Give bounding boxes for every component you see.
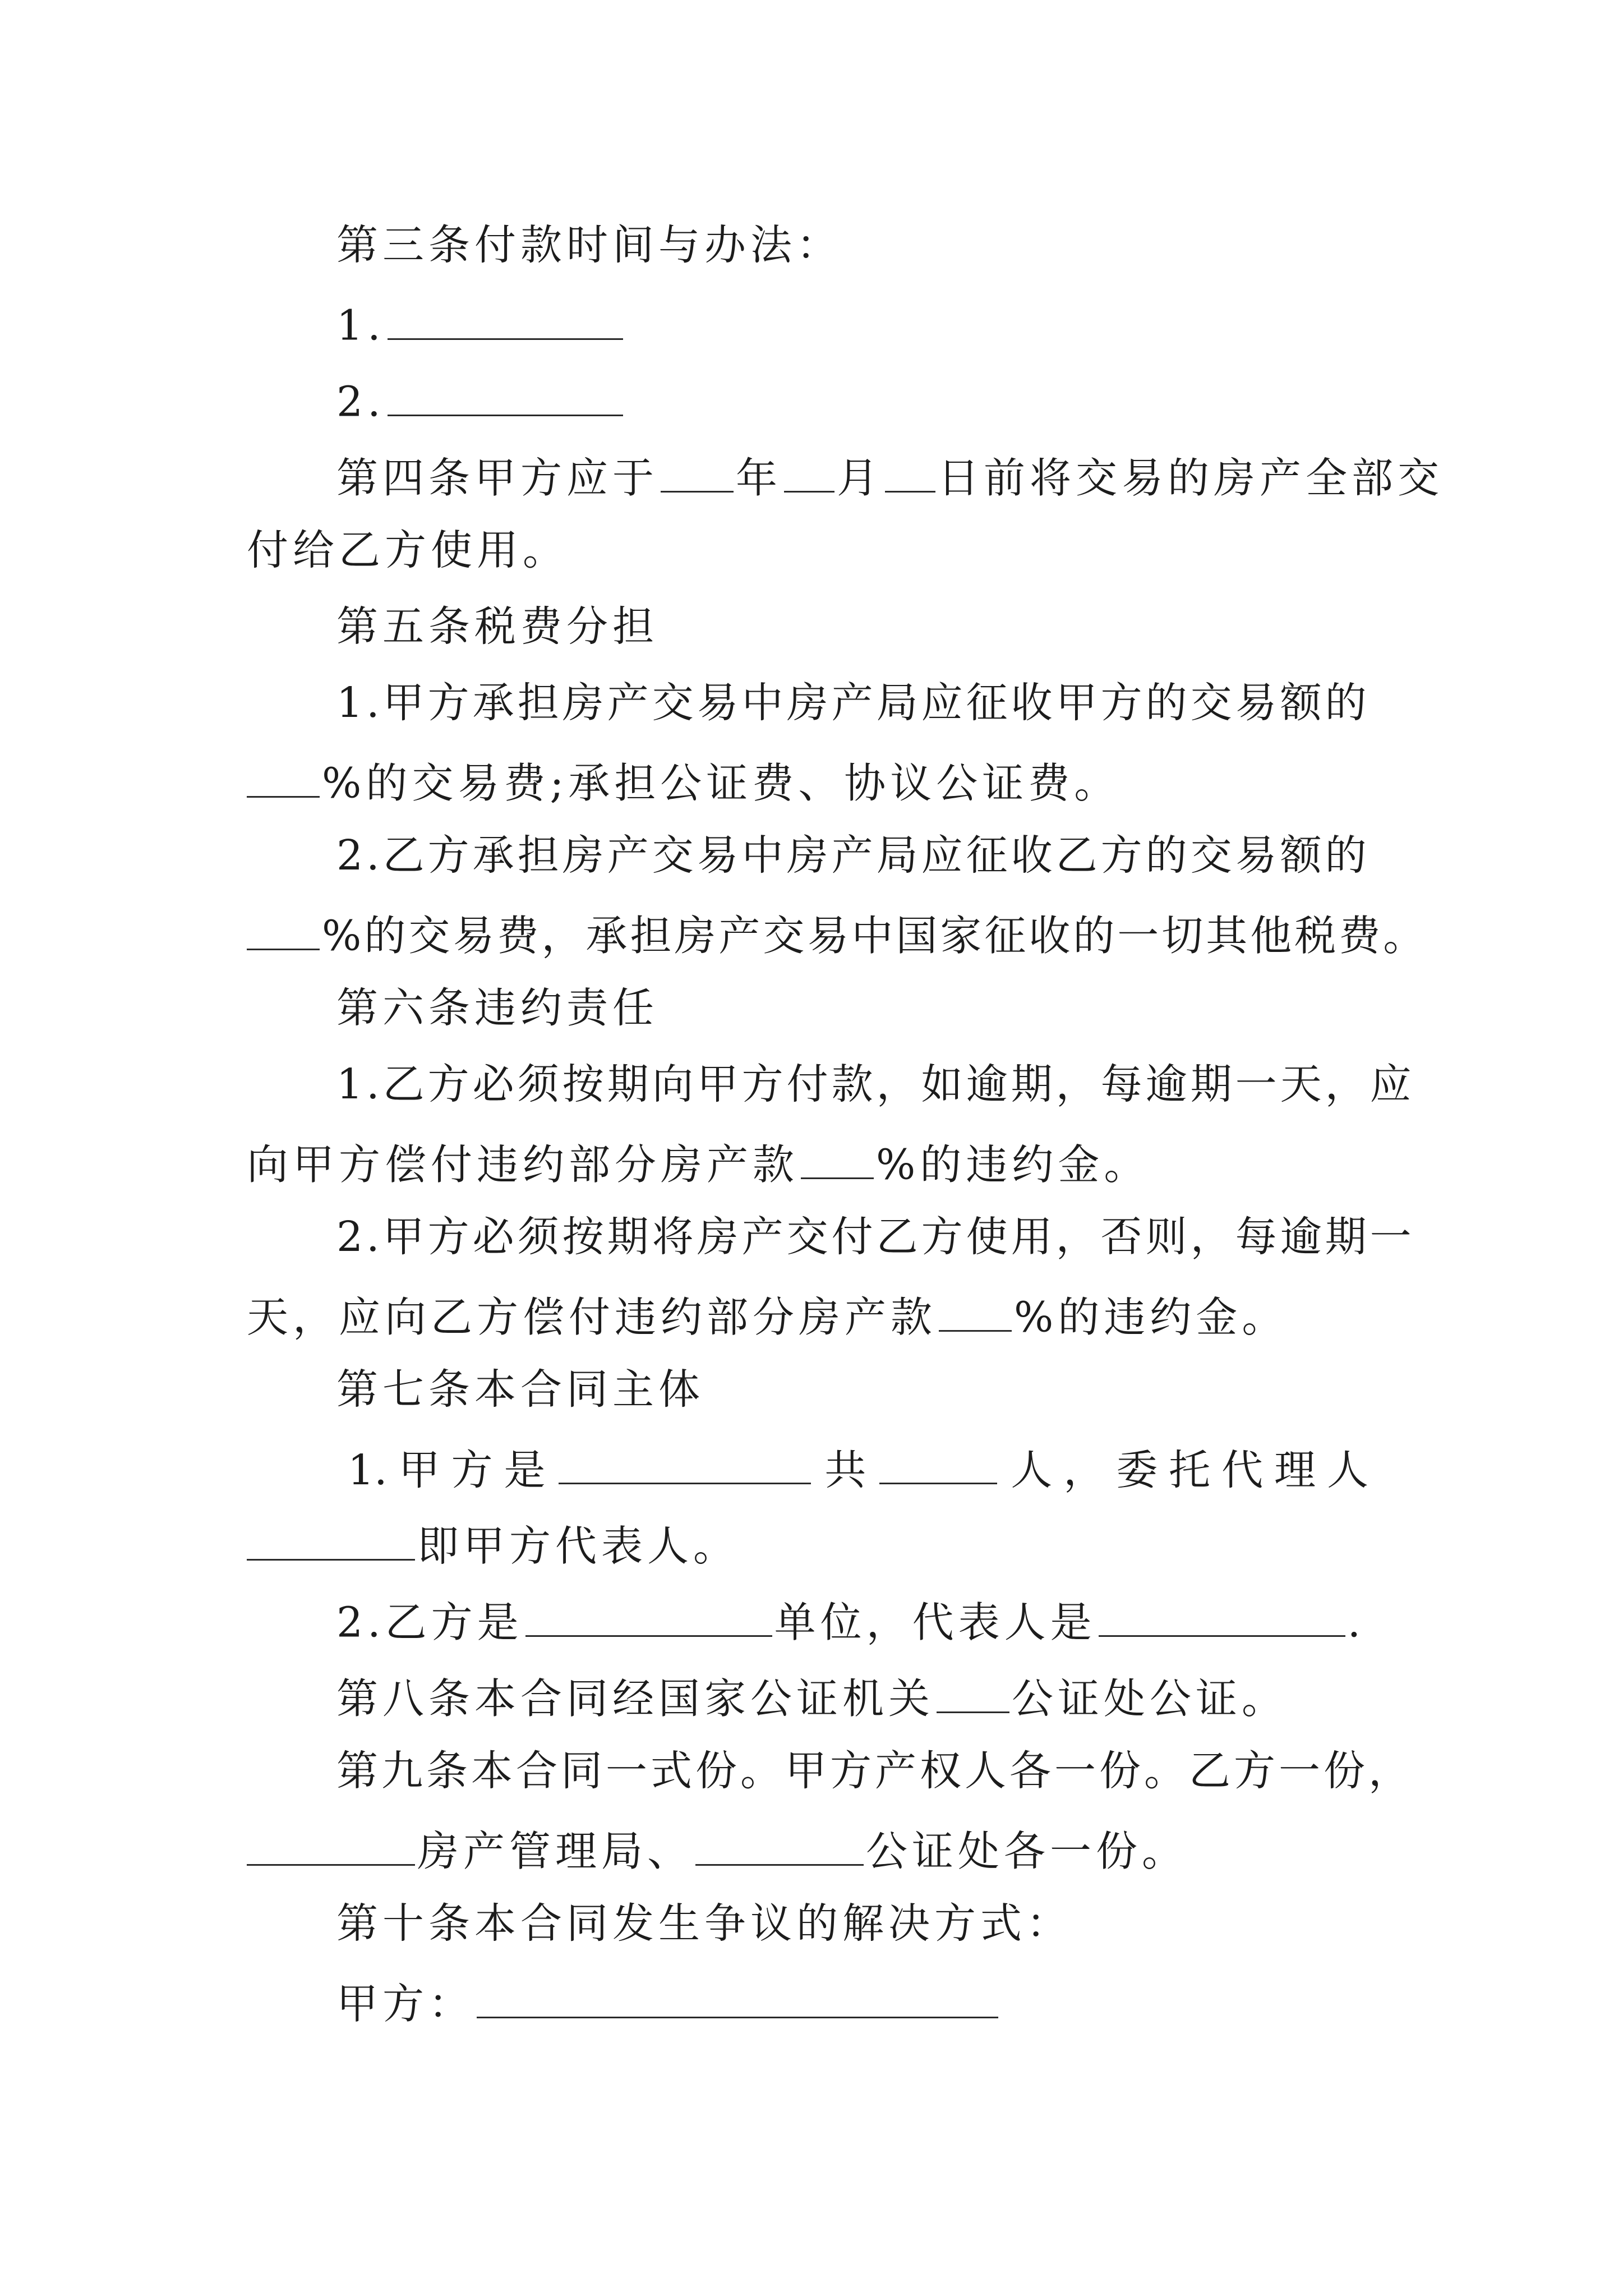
clause-9-text: 房产管理局、 xyxy=(417,1827,693,1876)
item-number: 1. xyxy=(336,301,385,350)
clause-5-item-2-line-2 xyxy=(247,911,1428,960)
clause-4-line-2: 付给乙方使用。 xyxy=(247,526,569,574)
blank-percent xyxy=(939,1292,1012,1332)
blank-party-b xyxy=(525,1598,772,1637)
clause-5-item-2-line-1: 2.乙方承担房产交易中房产局应征收乙方的交易额的 xyxy=(336,831,1370,880)
clause-10-title: 第十条本合同发生争议的解决方式： xyxy=(336,1899,1072,1948)
clause-9-line-1: 第九条本合同一式份。甲方产权人各一份。乙方一份， xyxy=(336,1747,1413,1795)
period: . xyxy=(1347,1598,1366,1647)
clause-6-item-2-line-1: 2.甲方必须按期将房产交付乙方使用，否则，每逾期一 xyxy=(336,1213,1415,1261)
blank-count xyxy=(879,1445,997,1484)
clause-9-text-2: 公证处各一份。 xyxy=(866,1827,1188,1876)
char: 甲 xyxy=(398,1446,440,1494)
signature-party-a xyxy=(336,1979,1000,2028)
char: 是 xyxy=(504,1446,546,1494)
char: 托 xyxy=(1169,1446,1211,1494)
blank-percent xyxy=(801,1140,874,1179)
blank-bureau xyxy=(247,1826,415,1866)
char: 委 xyxy=(1116,1446,1158,1494)
clause-3-item-1 xyxy=(336,301,625,350)
blank-notary-office xyxy=(695,1826,864,1866)
clause-7-item-1-line-2 xyxy=(247,1521,739,1571)
clause-8-text-2: 公证处公证。 xyxy=(1012,1674,1288,1723)
clause-7-item-1-line-1 xyxy=(348,1445,1368,1494)
clause-4-text: 第四条甲方应于 xyxy=(336,454,658,503)
blank-party-a xyxy=(559,1445,811,1484)
clause-8-text: 第八条本合同经国家公证机关 xyxy=(336,1674,934,1723)
clause-4-line-1 xyxy=(336,453,1444,503)
clause-6-title: 第六条违约责任 xyxy=(336,984,658,1032)
party-a-label: 甲方： xyxy=(336,1980,474,2028)
clause-7-title: 第七条本合同主体 xyxy=(336,1365,704,1414)
clause-6-item-1-line-2 xyxy=(247,1140,1150,1189)
clause-7-item-1-text: 即甲方代表人。 xyxy=(417,1522,739,1571)
blank-percent xyxy=(247,911,320,950)
year-label: 年 xyxy=(736,454,782,503)
char: 理 xyxy=(1274,1446,1316,1494)
char: 人 xyxy=(1011,1446,1053,1494)
clause-7-item-2-text: 2.乙方是 xyxy=(336,1598,523,1647)
party-a-signature-field[interactable] xyxy=(477,1979,998,2018)
clause-6-item-1-text-2: %的违约金。 xyxy=(876,1140,1150,1189)
clause-6-item-2-text: 天，应向乙方偿付违约部分房产款 xyxy=(247,1293,937,1342)
item-number: 2. xyxy=(336,378,385,426)
clause-8 xyxy=(336,1674,1288,1723)
clause-6-item-2-line-2 xyxy=(247,1292,1288,1342)
clause-5-item-1-line-1: 1.甲方承担房产交易中房产局应征收甲方的交易额的 xyxy=(336,679,1370,727)
clause-3-item-2 xyxy=(336,377,625,426)
blank-agent xyxy=(247,1521,415,1561)
clause-3-title: 第三条付款时间与办法： xyxy=(336,221,842,269)
blank-representative xyxy=(1099,1598,1345,1637)
clause-6-item-1-line-1: 1.乙方必须按期向甲方付款，如逾期，每逾期一天，应 xyxy=(336,1060,1415,1108)
char: 方 xyxy=(451,1446,493,1494)
blank-year xyxy=(661,453,734,493)
item-number: 1. xyxy=(348,1446,388,1494)
clause-4-text-2: 日前将交易的房产全部交 xyxy=(938,454,1444,503)
char: ， xyxy=(1063,1446,1105,1494)
blank-notary xyxy=(937,1674,1009,1713)
blank-day xyxy=(885,453,935,493)
clause-7-item-2-text-2: 单位，代表人是 xyxy=(774,1598,1096,1647)
clause-7-item-2 xyxy=(336,1598,1366,1647)
clause-9-line-2 xyxy=(247,1826,1188,1876)
clause-5-item-1-line-2 xyxy=(247,758,1121,808)
clause-5-item-1-text: %的交易费;承担公证费、协议公证费。 xyxy=(322,759,1121,808)
clause-6-item-1-text: 向甲方偿付违约部分房产款 xyxy=(247,1140,799,1189)
char: 人 xyxy=(1327,1446,1368,1494)
char: 共 xyxy=(824,1446,866,1494)
clause-5-item-2-text: %的交易费，承担房产交易中国家征收的一切其他税费。 xyxy=(322,912,1428,960)
char: 代 xyxy=(1221,1446,1264,1494)
blank-field xyxy=(388,377,623,416)
blank-field xyxy=(388,301,623,340)
clause-5-title: 第五条税费分担 xyxy=(336,602,658,651)
month-label: 月 xyxy=(837,454,883,503)
blank-month xyxy=(784,453,834,493)
clause-6-item-2-text-2: %的违约金。 xyxy=(1014,1293,1288,1342)
blank-percent xyxy=(247,758,320,798)
